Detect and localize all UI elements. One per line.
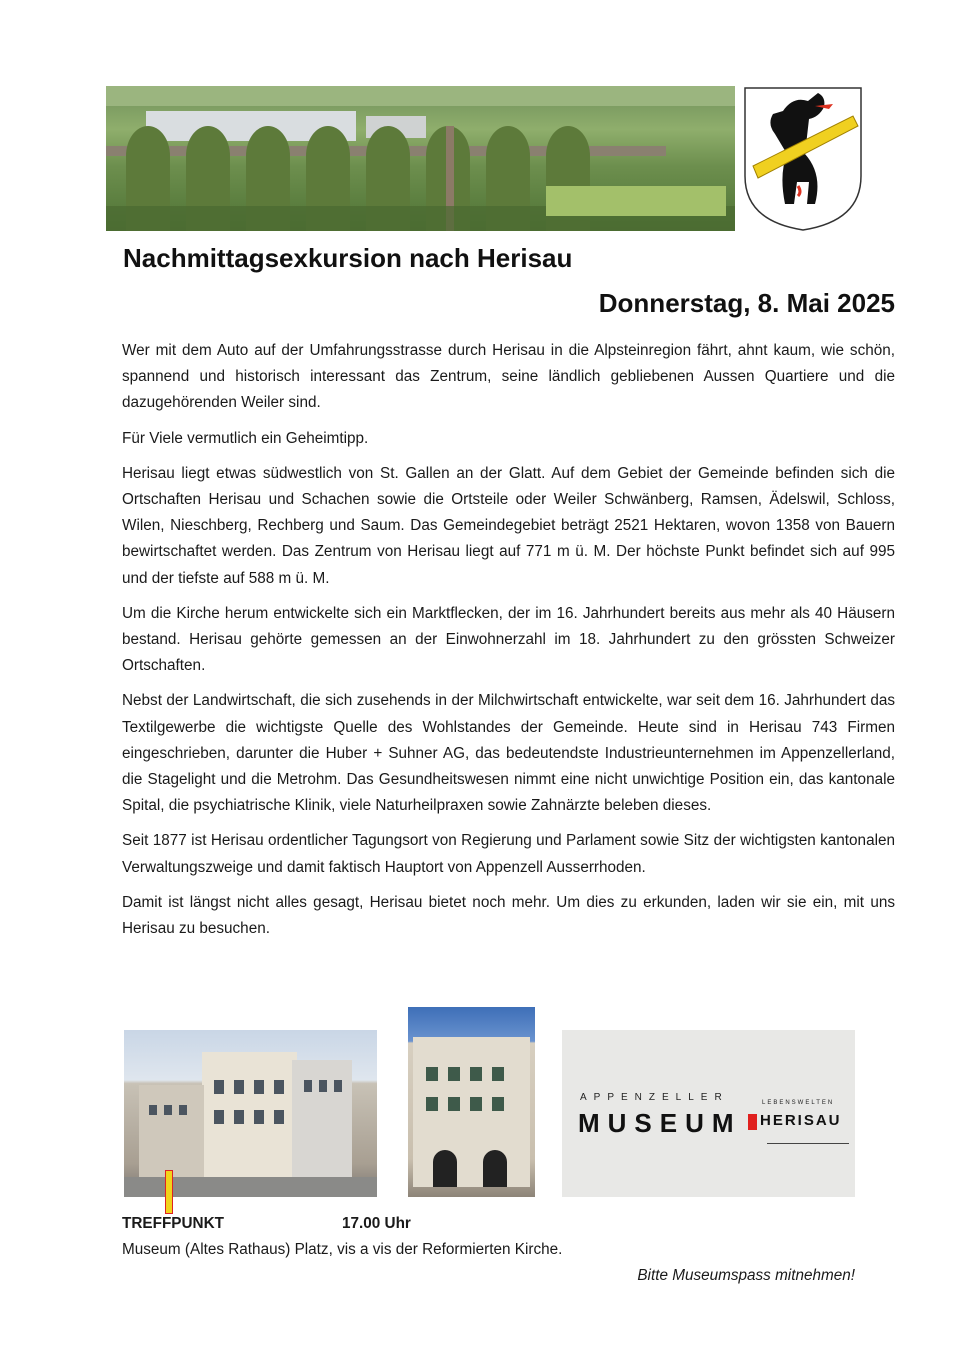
house-icon bbox=[748, 1114, 757, 1130]
herisau-viaduct-photo bbox=[106, 86, 735, 231]
paragraph: Nebst der Landwirtschaft, die sich zusehends in der Milchwirtschaft entwickelte, war seit dem 16. Jahrhundert das Textilgewerbe die wichtigste Quelle des Wohlstandes der Gemeinde. Heute sind in Herisau 743 Firmen eingeschrieben, darunter die Huber + Suhner AG, das bedeutendste Industrieunternehmen im Appenzellerland, die Stagelight und die Metrohm. Das Gesundheitswesen nimmt eine nicht unwichtige Position ein, das kantonale Spital, die psychiatrische Klinik, viele Naturheilpraxen sowie Zahnärzte beleben dieses. bbox=[122, 692, 895, 815]
logo-herisau: HERISAU bbox=[760, 1112, 842, 1129]
herisau-coat-of-arms bbox=[743, 86, 863, 232]
museum-pass-note: Bitte Museumspass mitnehmen! bbox=[637, 1267, 855, 1284]
meeting-place: Museum (Altes Rathaus) Platz, vis a vis der Reformierten Kirche. bbox=[122, 1241, 563, 1258]
meeting-point-marker bbox=[165, 1170, 173, 1214]
building-facade-photo bbox=[408, 1007, 535, 1197]
paragraph: Wer mit dem Auto auf der Umfahrungsstrasse durch Herisau in die Alpsteinregion fährt, ahnt kaum, wie schön, spannend und historisch interessant das Zentrum, seine ländlich gebliebenen Aussen Quartiere und die dazugehörenden Weiler sind. bbox=[122, 342, 895, 412]
paragraph: Herisau liegt etwas südwestlich von St. Gallen an der Glatt. Auf dem Gebiet der Gemeinde befinden sich die Ortschaften Herisau und Schachen sowie die Ortsteile oder Weiler Schwänberg, Ramsen, Ädelswil, Schloss, Wilen, Nieschberg, Rechberg und Saum. Das Gemeindegebiet beträgt 2521 Hektaren, wovon 1358 von Bauern bewirtschaftet werden. Das Zentrum von Herisau liegt auf 771 m ü. M. Der höchste Punkt befindet sich auf 995 und der tiefste auf 588 m ü. M. bbox=[122, 464, 895, 587]
paragraph: Für Viele vermutlich ein Geheimtipp. bbox=[122, 429, 369, 447]
logo-museum: MUSEUM bbox=[578, 1108, 742, 1138]
appenzeller-museum-sign-photo bbox=[562, 1030, 855, 1197]
altes-rathaus-photo bbox=[124, 1030, 377, 1197]
logo-appenzeller: APPENZELLER bbox=[580, 1092, 729, 1103]
arrow-icon bbox=[767, 1143, 849, 1144]
event-date: Donnerstag, 8. Mai 2025 bbox=[598, 288, 895, 318]
article-body bbox=[122, 338, 895, 951]
logo-lebenswelten: LEBENSWELTEN bbox=[762, 1100, 835, 1106]
page-title: Nachmittagsexkursion nach Herisau bbox=[123, 243, 573, 273]
paragraph: Seit 1877 ist Herisau ordentlicher Tagungsort von Regierung und Parlament sowie Sitz der wichtigsten kantonalen Verwaltungszweige und damit faktisch Hauptort von Appenzell Ausserrhoden. bbox=[122, 832, 895, 876]
paragraph: Um die Kirche herum entwickelte sich ein Marktflecken, der im 16. Jahrhundert bereits aus mehr als 40 Häusern bestand. Herisau gehörte gemessen an der Einwohnerzahl im 18. Jahrhundert zu den grössten Schweizer Ortschaften. bbox=[122, 604, 895, 675]
paragraph: Damit ist längst nicht alles gesagt, Herisau bietet noch mehr. Um dies zu erkunden, laden wir sie ein, mit uns Herisau zu besuchen. bbox=[122, 893, 895, 938]
meeting-label: TREFFPUNKT bbox=[122, 1215, 224, 1232]
meeting-time: 17.00 Uhr bbox=[342, 1215, 411, 1232]
